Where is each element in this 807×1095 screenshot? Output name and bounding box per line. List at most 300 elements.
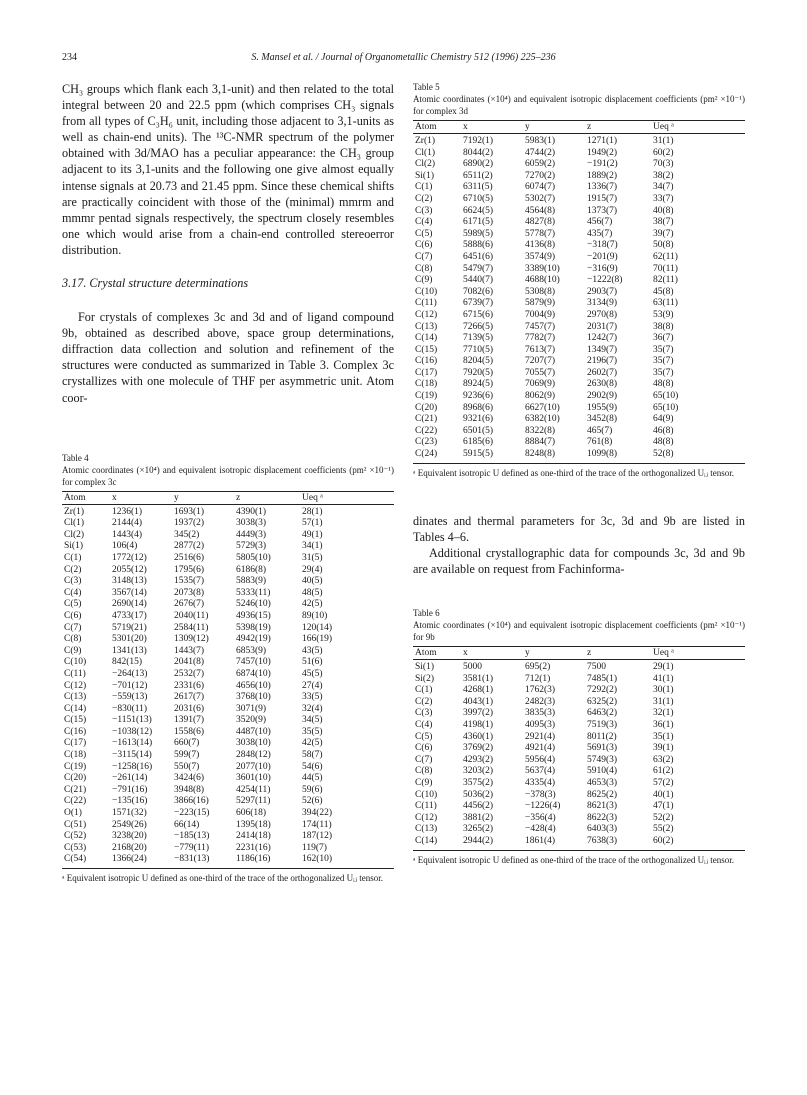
- table-cell: −356(4): [525, 812, 556, 823]
- table-row: [62, 530, 394, 542]
- table-cell: 61(2): [653, 766, 674, 777]
- table-cell: −1222(8): [587, 275, 623, 286]
- table-row: [62, 692, 394, 704]
- table-cell: 174(11): [302, 819, 332, 830]
- table-cell: 34(7): [653, 182, 674, 193]
- table-cell: 5036(2): [463, 789, 494, 800]
- table-cell: 3452(8): [587, 414, 618, 425]
- table-cell: C(16): [415, 356, 438, 367]
- table-cell: 7082(6): [463, 286, 494, 297]
- table-cell: 65(10): [653, 391, 679, 402]
- table-cell: 52(8): [651, 449, 745, 463]
- table-cell: C(12): [415, 309, 438, 320]
- table-cell: 5297(11): [236, 796, 271, 807]
- table-row: [62, 611, 394, 623]
- table-cell: 34(1): [302, 541, 323, 552]
- table-row: [413, 732, 745, 744]
- right-paragraph-1: dinates and thermal parameters for 3c, 3d and 9b are listed in Tables 4–6.: [413, 513, 745, 544]
- table-4-caption: Atomic coordinates (×10⁴) and equivalent isotropic displacement coefficients (pm² ×10⁻¹) for complex 3c: [62, 464, 394, 487]
- table-cell: 3948(8): [174, 784, 205, 795]
- column-header: x: [461, 647, 523, 660]
- table-cell: 6463(2): [587, 708, 618, 719]
- table-cell: C(4): [415, 217, 433, 228]
- table-cell: 44(5): [302, 773, 323, 784]
- table-cell: 2196(7): [587, 356, 618, 367]
- table-cell: C(3): [415, 708, 433, 719]
- table-cell: C(8): [64, 634, 82, 645]
- table-cell: C(13): [415, 321, 438, 332]
- table-cell: 2482(3): [525, 696, 556, 707]
- table-row: [413, 194, 745, 206]
- table-cell: Zr(1): [64, 506, 85, 517]
- table-cell: 51(6): [302, 657, 323, 668]
- table-row: [413, 708, 745, 720]
- table-cell: 52(6): [302, 796, 323, 807]
- table-cell: 6710(5): [463, 193, 494, 204]
- table-cell: C(10): [415, 789, 438, 800]
- table-cell: 49(1): [302, 529, 323, 540]
- table-row: [413, 790, 745, 802]
- table-cell: C(5): [415, 731, 433, 742]
- table-cell: 2055(12): [112, 564, 147, 575]
- table-cell: 187(12): [302, 831, 333, 842]
- table-cell: 1236(1): [112, 506, 143, 517]
- table-cell: 3038(10): [236, 738, 271, 749]
- table-cell: 31(1): [653, 696, 674, 707]
- table-row: [413, 824, 745, 836]
- table-cell: 4487(10): [236, 726, 271, 737]
- table-cell: 5910(4): [587, 766, 618, 777]
- table-row: [62, 588, 394, 600]
- table-cell: 5308(8): [525, 286, 556, 297]
- table-row: [413, 252, 745, 264]
- table-cell: 7192(1): [463, 136, 494, 146]
- table-cell: C(4): [64, 587, 82, 598]
- table-cell: 2077(10): [236, 761, 271, 772]
- table-cell: 4564(8): [525, 205, 556, 216]
- table-cell: 4095(3): [525, 719, 556, 730]
- table-row: [62, 843, 394, 855]
- table-cell: Cl(1): [64, 518, 85, 529]
- table-cell: C(4): [415, 719, 433, 730]
- table-cell: 4254(11): [236, 784, 271, 795]
- table-cell: 2848(12): [236, 750, 271, 761]
- table-cell: 2921(4): [525, 731, 556, 742]
- table-cell: 5479(7): [463, 263, 494, 274]
- table-cell: 8625(2): [587, 789, 618, 800]
- table-cell: 54(6): [302, 761, 323, 772]
- table-cell: 36(1): [653, 719, 674, 730]
- table-row: [413, 743, 745, 755]
- table-5-grid: [413, 120, 745, 464]
- table-row: [62, 773, 394, 785]
- table-cell: 1443(7): [174, 645, 205, 656]
- table-cell: 4390(1): [236, 506, 267, 517]
- table-cell: C(14): [413, 836, 461, 850]
- table-row: [62, 831, 394, 843]
- table-cell: 28(1): [302, 506, 323, 517]
- table-cell: 8968(6): [463, 402, 494, 413]
- table-cell: 2617(7): [174, 692, 205, 703]
- table-cell: −135(16): [112, 796, 148, 807]
- table-cell: 53(9): [653, 309, 674, 320]
- table-cell: 1571(32): [112, 808, 147, 819]
- table-row: [62, 657, 394, 669]
- column-header: z: [585, 121, 651, 134]
- table-cell: 106(4): [112, 541, 138, 552]
- table-cell: 31(5): [302, 552, 323, 563]
- section-heading: 3.17. Crystal structure determinations: [62, 276, 249, 291]
- table-cell: Zr(1): [415, 136, 436, 146]
- table-row: [62, 504, 394, 518]
- table-cell: −559(13): [112, 692, 148, 703]
- table-row: [62, 576, 394, 588]
- table-cell: C(9): [415, 777, 433, 788]
- table-cell: 35(7): [653, 356, 674, 367]
- table-row: [413, 437, 745, 449]
- column-header: Atom: [413, 121, 461, 134]
- table-cell: 1366(24): [110, 854, 172, 868]
- table-cell: 2602(7): [587, 367, 618, 378]
- table-row: [413, 368, 745, 380]
- table-cell: 1558(6): [174, 726, 205, 737]
- table-cell: 5778(7): [525, 228, 556, 239]
- table-cell: 6382(10): [525, 414, 560, 425]
- left-paragraph-1: CH₃ groups which flank each 3,1-unit) and then related to the total integral between 20 and 22.5 ppm (which comprises CH₃ signals from all types of C₃H₆ unit, including those adjacent to 3,1-units as well as chain-end units). The ¹³C-NMR spectrum of the polymer obtained with 3d/MAO has a peculiar appearance: the CH₃ group adjacent to its 3,1-units and the following one give almost equally intense signals at 20.73 and 21.45 ppm. Since these chemical shifts are practically coincident with those of the (minimal) mmrm and mmmr pentad signals respectively, the spectrum closely resembles one which would arise from a chain-end controlled stereoerror distribution.: [62, 82, 394, 257]
- table-cell: 7139(5): [463, 333, 494, 344]
- table-cell: C(1): [64, 552, 82, 563]
- table-cell: 2676(7): [174, 599, 205, 610]
- table-cell: C(22): [415, 425, 438, 436]
- table-cell: C(20): [415, 402, 438, 413]
- table-cell: −830(11): [112, 703, 148, 714]
- table-cell: 6511(2): [463, 170, 493, 181]
- table-cell: Si(2): [415, 673, 434, 684]
- column-header: x: [461, 121, 523, 134]
- table-cell: 7207(7): [525, 356, 556, 367]
- table-cell: 1349(7): [587, 344, 618, 355]
- table-cell: C(2): [415, 193, 433, 204]
- table-row: [62, 541, 394, 553]
- table-row: [413, 813, 745, 825]
- table-cell: 5888(6): [463, 240, 494, 251]
- table-cell: 4293(2): [463, 754, 494, 765]
- table-cell: 1889(2): [587, 170, 618, 181]
- table-cell: C(18): [64, 750, 87, 761]
- table-cell: 3581(1): [463, 673, 494, 684]
- column-header: Atom: [413, 647, 461, 660]
- table-cell: 7004(9): [525, 309, 556, 320]
- column-header: Ueq ᵃ: [651, 647, 745, 660]
- table-cell: 41(1): [653, 673, 674, 684]
- table-cell: 2168(20): [112, 842, 147, 853]
- table-cell: 43(5): [302, 645, 323, 656]
- table-cell: 2944(2): [461, 836, 523, 850]
- table-cell: 5246(10): [236, 599, 271, 610]
- table-row: [413, 755, 745, 767]
- table-cell: 7613(7): [525, 344, 556, 355]
- table-cell: 6311(5): [463, 182, 493, 193]
- table-cell: 3881(2): [463, 812, 494, 823]
- table-cell: C(8): [415, 766, 433, 777]
- table-cell: 60(2): [651, 836, 745, 850]
- table-6-footnote: ᵃ Equivalent isotropic U defined as one-third of the trace of the orthogonalized Uᵢⱼ tensor.: [413, 854, 734, 865]
- table-cell: −191(2): [587, 159, 618, 170]
- table-cell: C(10): [64, 657, 87, 668]
- table-cell: 4335(4): [525, 777, 556, 788]
- table-row: [413, 159, 745, 171]
- table-cell: 1443(4): [112, 529, 143, 540]
- table-cell: 5729(3): [236, 541, 267, 552]
- table-cell: 1949(2): [587, 147, 618, 158]
- table-cell: 8924(5): [463, 379, 494, 390]
- table-cell: 119(7): [302, 842, 327, 853]
- table-cell: 394(22): [302, 808, 333, 819]
- table-cell: C(1): [415, 182, 433, 193]
- table-cell: C(7): [415, 754, 433, 765]
- table-cell: 45(5): [302, 668, 323, 679]
- table-cell: 42(5): [302, 738, 323, 749]
- table-cell: 1937(2): [174, 518, 205, 529]
- table-cell: 4268(1): [463, 685, 494, 696]
- table-cell: 47(1): [653, 801, 674, 812]
- table-cell: 4827(8): [525, 217, 556, 228]
- table-cell: 48(5): [302, 587, 323, 598]
- table-cell: 33(5): [302, 692, 323, 703]
- table-cell: 8204(5): [463, 356, 494, 367]
- table-cell: C(16): [64, 726, 87, 737]
- table-cell: C(9): [415, 275, 433, 286]
- table-row: [62, 796, 394, 808]
- table-cell: C(5): [64, 599, 82, 610]
- table-cell: 48(8): [653, 379, 674, 390]
- table-cell: −261(14): [112, 773, 148, 784]
- table-cell: 1772(12): [112, 552, 147, 563]
- table-row: [413, 322, 745, 334]
- table-cell: 8062(9): [525, 391, 556, 402]
- table-cell: 2630(8): [587, 379, 618, 390]
- table-cell: 35(1): [653, 731, 674, 742]
- table-cell: −378(3): [525, 789, 556, 800]
- table-row: [62, 750, 394, 762]
- table-cell: 30(1): [653, 685, 674, 696]
- table-row: [413, 778, 745, 790]
- table-cell: 5879(9): [525, 298, 556, 309]
- table-cell: 32(4): [302, 703, 323, 714]
- table-cell: 6715(6): [463, 309, 494, 320]
- table-cell: −3115(14): [112, 750, 152, 761]
- table-cell: 6627(10): [525, 402, 560, 413]
- table-cell: C(12): [64, 680, 87, 691]
- table-row: [413, 298, 745, 310]
- table-cell: 5691(3): [587, 743, 618, 754]
- table-row: [62, 738, 394, 750]
- table-cell: 4936(15): [236, 610, 271, 621]
- right-paragraph-2: Additional crystallographic data for compounds 3c, 3d and 9b are available on request from Fachinforma-: [413, 545, 745, 576]
- table-cell: 29(4): [302, 564, 323, 575]
- table-cell: C(6): [415, 240, 433, 251]
- table-cell: C(17): [64, 738, 87, 749]
- table-cell: −831(13): [172, 854, 234, 868]
- column-header: y: [523, 121, 585, 134]
- table-cell: 2532(7): [174, 668, 205, 679]
- table-cell: C(51): [64, 819, 87, 830]
- column-header: Ueq ᵃ: [300, 491, 394, 504]
- table-cell: 42(5): [302, 599, 323, 610]
- table-6-caption: Atomic coordinates (×10⁴) and equivalent isotropic displacement coefficients (pm² ×10⁻¹) for 9b: [413, 620, 745, 642]
- table-cell: C(6): [64, 610, 82, 621]
- table-cell: 1395(18): [236, 819, 271, 830]
- table-cell: 8622(3): [587, 812, 618, 823]
- table-cell: C(19): [415, 391, 438, 402]
- table-cell: 55(2): [653, 824, 674, 835]
- table-cell: 1373(7): [587, 205, 618, 216]
- table-cell: 456(7): [587, 217, 613, 228]
- table-row: [413, 414, 745, 426]
- table-cell: C(2): [415, 696, 433, 707]
- table-row: [413, 206, 745, 218]
- table-cell: C(18): [415, 379, 438, 390]
- table-4-grid: [62, 491, 394, 869]
- table-cell: 4653(3): [587, 777, 618, 788]
- column-header: z: [585, 647, 651, 660]
- table-row: [62, 634, 394, 646]
- table-cell: 1795(6): [174, 564, 205, 575]
- table-row: [413, 720, 745, 732]
- table-row: [413, 182, 745, 194]
- table-cell: C(52): [64, 831, 87, 842]
- table-cell: 1915(7): [587, 193, 618, 204]
- table-cell: C(15): [64, 715, 87, 726]
- table-row: [62, 820, 394, 832]
- table-cell: 2073(8): [174, 587, 205, 598]
- table-cell: 60(2): [653, 147, 674, 158]
- table-cell: 3769(2): [463, 743, 494, 754]
- table-row: [62, 599, 394, 611]
- table-cell: 7270(2): [525, 170, 556, 181]
- table-cell: −779(11): [174, 842, 210, 853]
- table-cell: 2031(7): [587, 321, 618, 332]
- table-cell: 1242(7): [587, 333, 618, 344]
- table-cell: 6853(9): [236, 645, 267, 656]
- table-cell: 4921(4): [525, 743, 556, 754]
- table-cell: 435(7): [587, 228, 613, 239]
- column-header: x: [110, 491, 172, 504]
- table-cell: 3424(6): [174, 773, 205, 784]
- table-cell: 1186(16): [234, 854, 300, 868]
- table-cell: 57(1): [302, 518, 323, 529]
- table-cell: 7292(2): [587, 685, 618, 696]
- table-cell: −791(16): [112, 784, 148, 795]
- table-cell: C(21): [64, 784, 87, 795]
- table-cell: C(10): [415, 286, 438, 297]
- table-cell: −1226(4): [525, 801, 561, 812]
- table-cell: 3148(13): [112, 576, 147, 587]
- table-cell: 6074(7): [525, 182, 556, 193]
- journal-citation: S. Mansel et al. / Journal of Organometallic Chemistry 512 (1996) 225–236: [251, 52, 556, 63]
- table-cell: 2144(4): [112, 518, 143, 529]
- table-cell: 32(1): [653, 708, 674, 719]
- table-cell: C(24): [413, 449, 461, 463]
- table-row: [413, 287, 745, 299]
- column-header: y: [523, 647, 585, 660]
- table-cell: Si(1): [415, 170, 434, 181]
- table-row: [413, 333, 745, 345]
- table-cell: C(13): [64, 692, 87, 703]
- table-cell: 3575(2): [463, 777, 494, 788]
- table-cell: 2231(16): [236, 842, 271, 853]
- table-row: [413, 660, 745, 674]
- table-cell: 7920(5): [463, 367, 494, 378]
- table-cell: 2584(11): [174, 622, 209, 633]
- table-row: [413, 171, 745, 183]
- table-cell: C(7): [64, 622, 82, 633]
- table-row: [413, 217, 745, 229]
- table-cell: 1391(7): [174, 715, 205, 726]
- table-cell: 45(8): [653, 286, 674, 297]
- right-column: [413, 81, 745, 866]
- table-cell: 6186(8): [236, 564, 267, 575]
- table-cell: 166(19): [302, 634, 333, 645]
- table-cell: C(11): [64, 668, 86, 679]
- page-number: 234: [62, 52, 77, 63]
- table-cell: 695(2): [525, 662, 551, 672]
- table-row: [62, 704, 394, 716]
- table-cell: 2902(9): [587, 391, 618, 402]
- table-row: [413, 229, 745, 241]
- table-cell: 5301(20): [112, 634, 147, 645]
- table-cell: C(6): [415, 743, 433, 754]
- table-row: [413, 275, 745, 287]
- table-row: [413, 801, 745, 813]
- running-header: [62, 52, 745, 68]
- table-cell: 4136(8): [525, 240, 556, 251]
- table-cell: 35(5): [302, 726, 323, 737]
- table-cell: 3203(2): [463, 766, 494, 777]
- table-cell: 2970(8): [587, 309, 618, 320]
- table-cell: 7266(5): [463, 321, 494, 332]
- table-cell: 3768(10): [236, 692, 271, 703]
- table-cell: 6739(7): [463, 298, 494, 309]
- table-cell: 6874(10): [236, 668, 271, 679]
- table-cell: 2331(6): [174, 680, 205, 691]
- table-cell: 3071(9): [236, 703, 267, 714]
- table-cell: C(1): [415, 685, 433, 696]
- table-cell: 5983(1): [525, 136, 556, 146]
- table-cell: 1271(1): [587, 136, 618, 146]
- table-5-caption: Atomic coordinates (×10⁴) and equivalent isotropic displacement coefficients (pm² ×10⁻¹) for complex 3d: [413, 94, 745, 116]
- table-cell: −1151(13): [112, 715, 152, 726]
- table-row: [62, 762, 394, 774]
- table-cell: 6890(2): [463, 159, 494, 170]
- table-row: [62, 518, 394, 530]
- table-row: [413, 134, 745, 148]
- table-cell: Cl(2): [64, 529, 85, 540]
- table-cell: −185(13): [174, 831, 210, 842]
- table-row: [413, 685, 745, 697]
- table-cell: −701(12): [112, 680, 148, 691]
- table-5-title: Table 5: [413, 82, 440, 92]
- table-cell: 2031(6): [174, 703, 205, 714]
- table-cell: C(12): [415, 812, 438, 823]
- table-cell: 4942(19): [236, 634, 271, 645]
- table-cell: O(1): [64, 808, 82, 819]
- table-cell: 8322(8): [525, 425, 556, 436]
- table-4: [62, 452, 394, 884]
- table-cell: C(20): [64, 773, 87, 784]
- table-cell: 761(8): [587, 437, 613, 448]
- table-cell: 8621(3): [587, 801, 618, 812]
